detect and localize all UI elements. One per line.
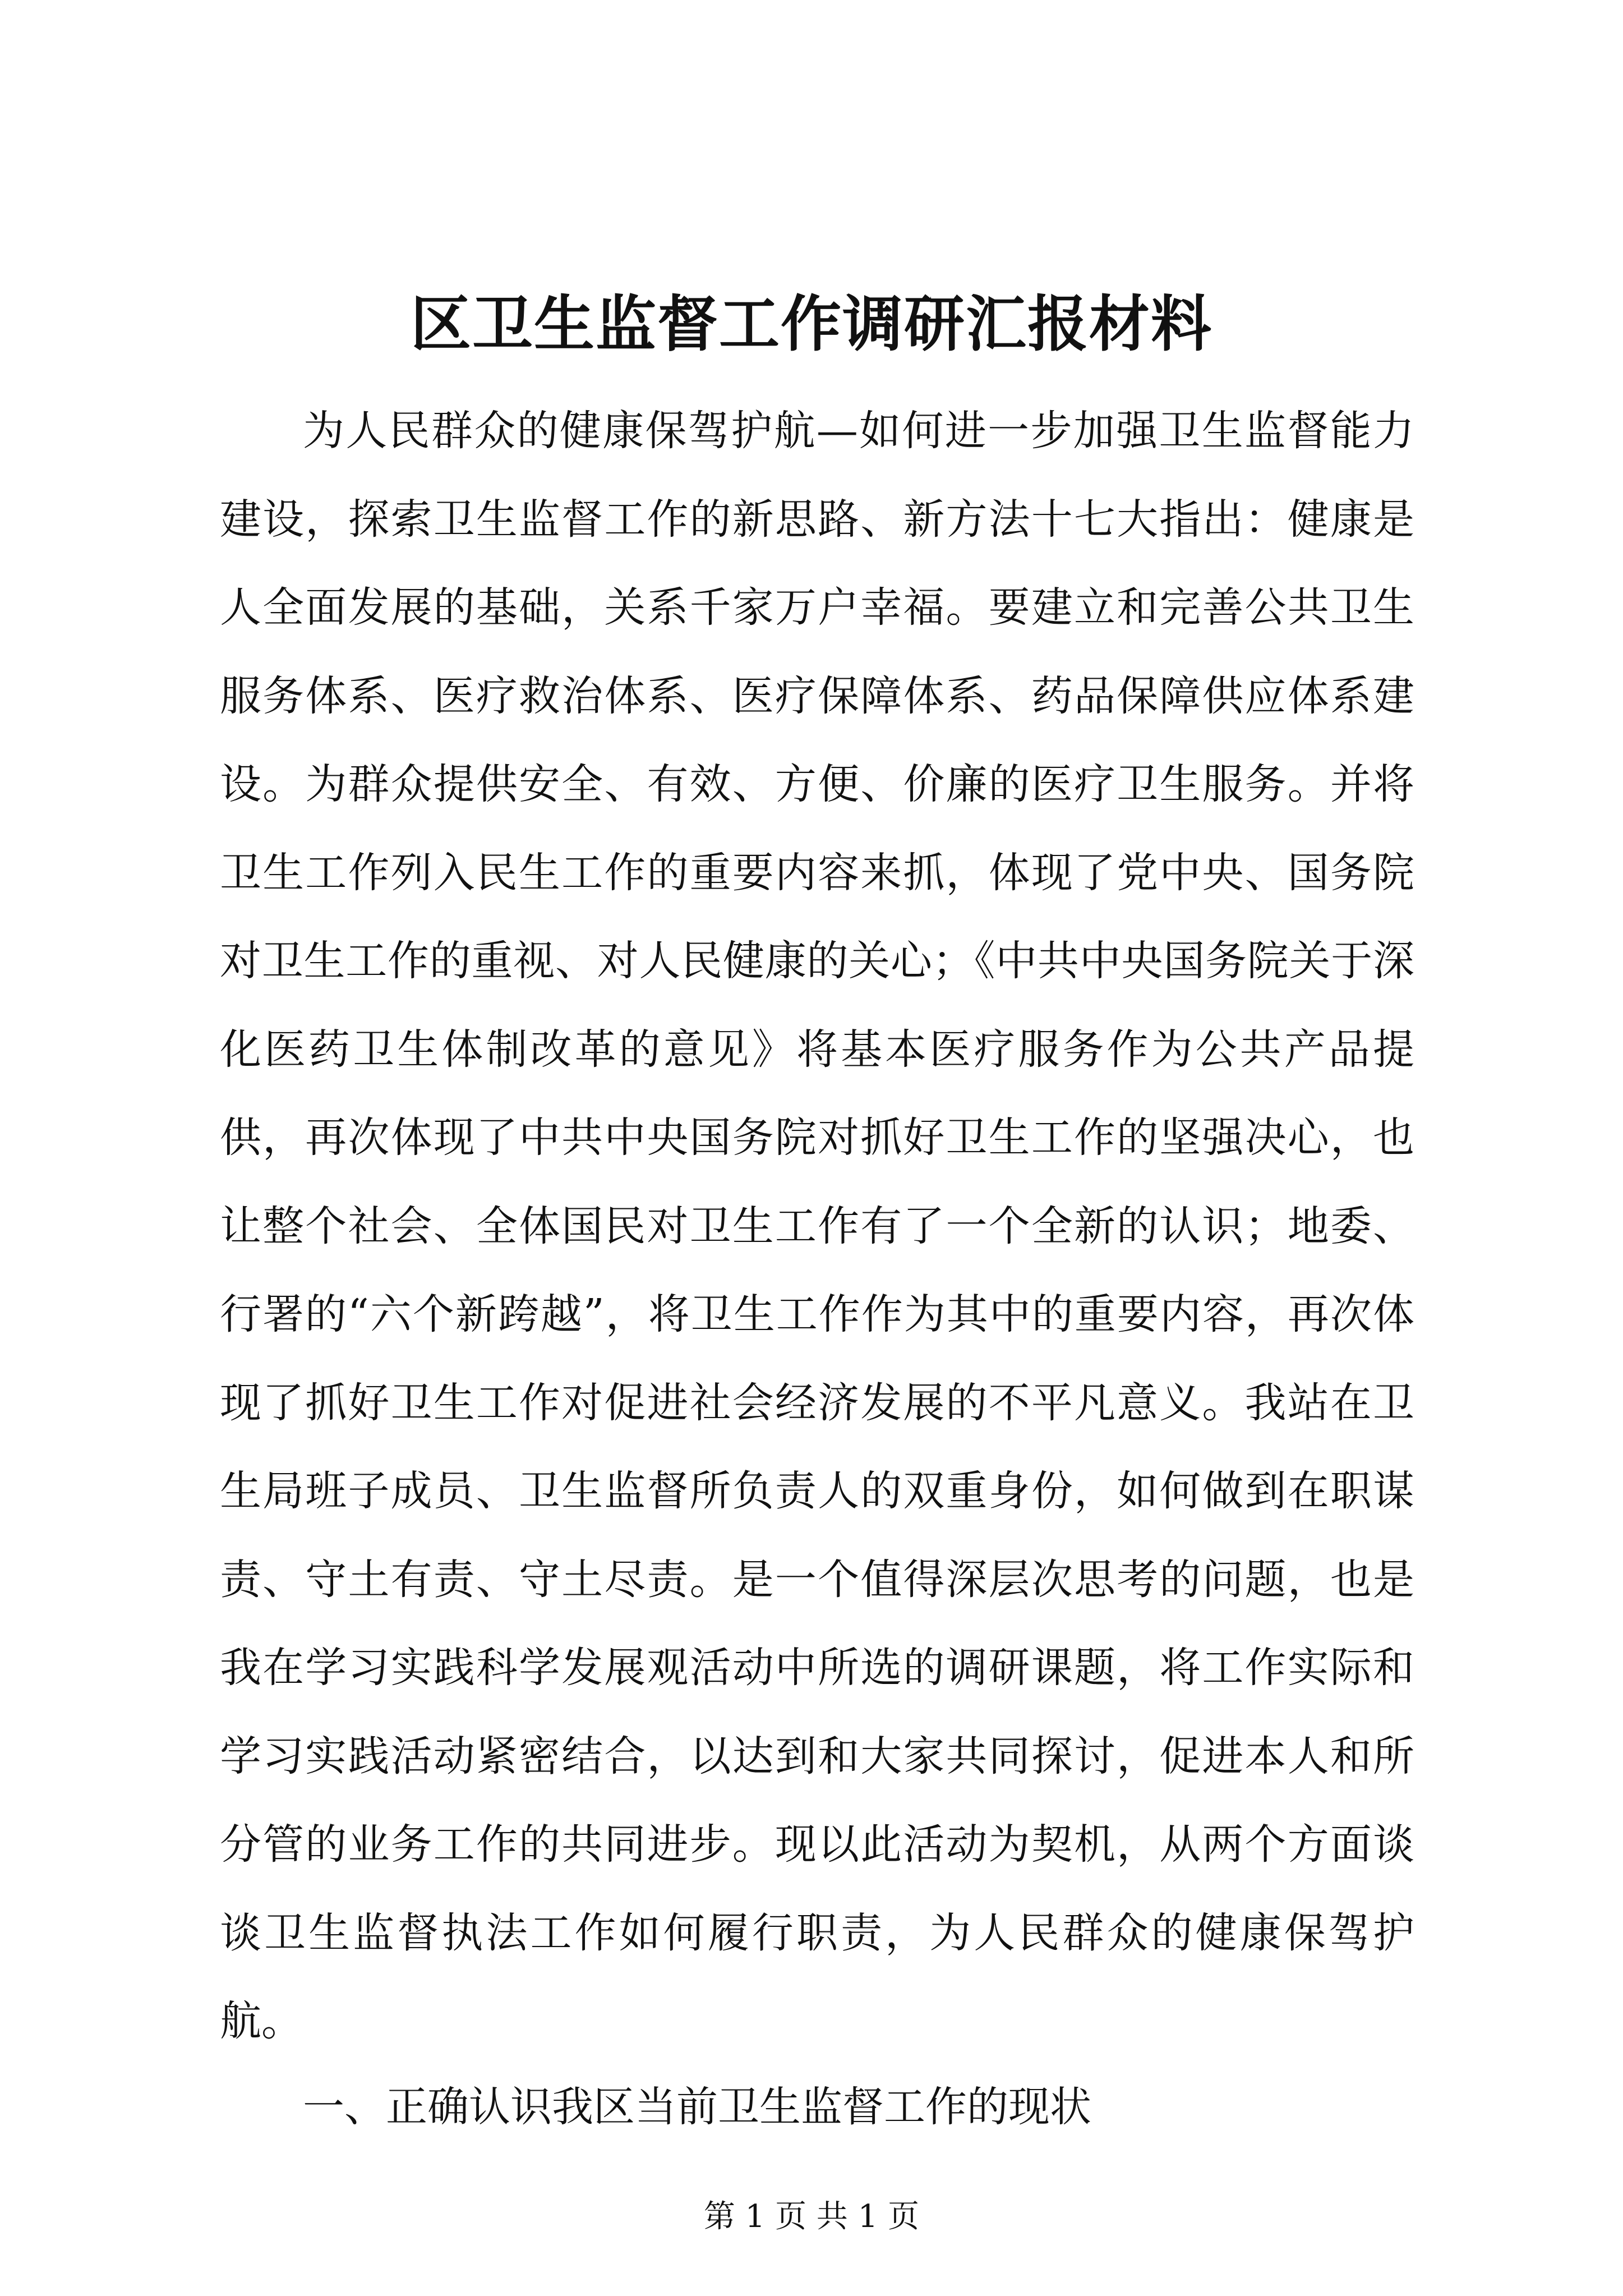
page-number-footer: 第 1 页 共 1 页 [703, 2198, 920, 2235]
section-heading: 一、正确认识我区当前卫生监督工作的现状 [303, 2083, 1091, 2131]
document-title: 区卫生监督工作调研汇报材料 [410, 289, 1212, 360]
intro-paragraph: 为人民群众的健康保驾护航—如何进一步加强卫生监督能力建设，探索卫生监督工作的新思路、新方法十七大指出：健康是人全面发展的基础，关系千家万户幸福。要建立和完善公共卫生服务体系、医疗救治体系、医疗保障体系、药品保障供应体系建设。为群众提供安全、有效、方便、价廉的医疗卫生服务。并将卫生工作列入民生工作的重要内容来抓，体现了党中央、国务院对卫生工作的重视、对人民健康的关心；《中共中央国务院关于深化医药卫生体制改革的意见》将基本医疗服务作为公共产品提供，再次体现了中共中央国务院对抓好卫生工作的坚强决心，也让整个社会、全体国民对卫生工作有了一个全新的认识；地委、行署的“六个新跨越”，将卫生工作作为其中的重要内容，再次体现了抓好卫生工作对促进社会经济发展的不平凡意义。我站在卫生局班子成员、卫生监督所负责人的双重身份，如何做到在职谋责、守土有责、守土尽责。是一个值得深层次思考的问题，也是我在学习实践科学发展观活动中所选的调研课题，将工作实际和学习实践活动紧密结合，以达到和大家共同探讨，促进本人和所分管的业务工作的共同进步。现以此活动为契机，从两个方面谈谈卫生监督执法工作如何履行职责，为人民群众的健康保驾护航。 [220, 407, 1414, 2045]
